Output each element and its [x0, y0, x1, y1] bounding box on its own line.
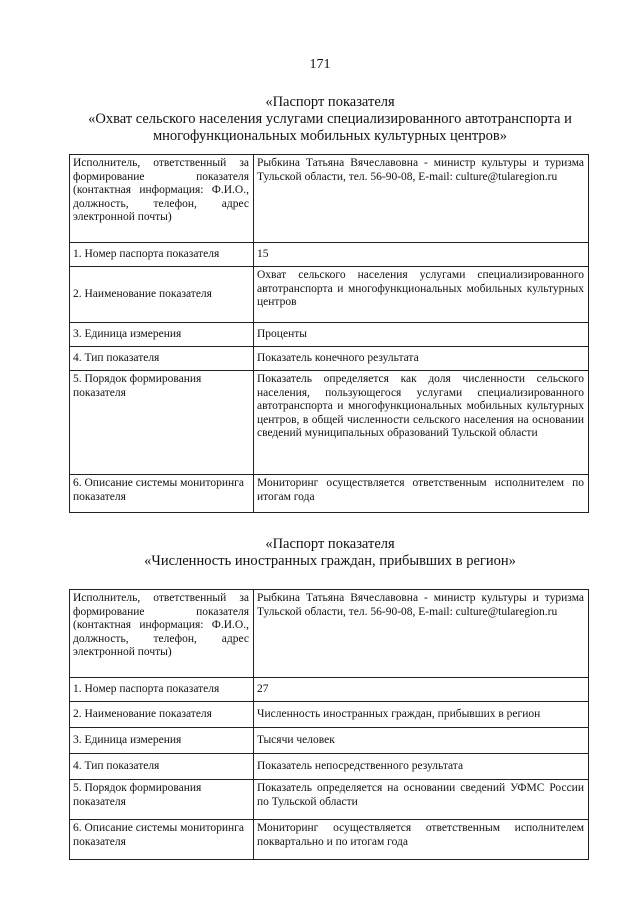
row-value: Показатель определяется как доля численности сельского населения, пользующегося услугами специализированного автотранспорта и многофункциональных мобильных культурных центров, в общей численности сельского населения на основании сведений муниципальных образований Тульской области — [254, 371, 589, 475]
row-label: 5. Порядок формирования показателя — [70, 780, 254, 820]
row-label: Исполнитель, ответственный за формирование показателя (контактная информация: Ф.И.О., должность, телефон, адрес электронной почты) — [70, 155, 254, 243]
row-value: Рыбкина Татьяна Вячеславовна - министр культуры и туризма Тульской области, тел. 56-90-08, E-mail: culture@tularegion.ru — [254, 590, 589, 678]
row-value: Проценты — [254, 323, 589, 347]
passport-1-table — [69, 154, 589, 513]
row-value: Мониторинг осуществляется ответственным исполнителем по итогам года — [254, 475, 589, 513]
table-row — [70, 243, 589, 267]
table-row — [70, 728, 589, 754]
passport-1-title-line-3: многофункциональных мобильных культурных центров» — [152, 128, 508, 144]
row-value: Показатель непосредственного результата — [254, 754, 589, 780]
table-row — [70, 371, 589, 475]
page-number: 171 — [309, 57, 331, 72]
table-row — [70, 347, 589, 371]
row-label: 6. Описание системы мониторинга показателя — [70, 820, 254, 860]
row-value: Мониторинг осуществляется ответственным исполнителем поквартально и по итогам года — [254, 820, 589, 860]
row-label: 1. Номер паспорта показателя — [70, 243, 254, 267]
row-value: Охват сельского населения услугами специализированного автотранспорта и многофункциональных мобильных культурных центров — [254, 267, 589, 323]
table-row — [70, 702, 589, 728]
row-label: 3. Единица измерения — [70, 323, 254, 347]
passport-2-title-line-2: «Численность иностранных граждан, прибывших в регион» — [144, 553, 516, 569]
passport-2-heading — [60, 536, 600, 570]
table-row — [70, 323, 589, 347]
table-row — [70, 267, 589, 323]
passport-1-title-line-1: «Паспорт показателя — [265, 94, 395, 110]
row-label: 2. Наименование показателя — [70, 702, 254, 728]
row-value: 15 — [254, 243, 589, 267]
row-label: 3. Единица измерения — [70, 728, 254, 754]
table-row — [70, 754, 589, 780]
row-value: 27 — [254, 678, 589, 702]
row-label: 4. Тип показателя — [70, 754, 254, 780]
row-label: 5. Порядок формирования показателя — [70, 371, 254, 475]
passport-2-title-line-1: «Паспорт показателя — [265, 536, 395, 552]
row-value: Показатель определяется на основании сведений УФМС России по Тульской области — [254, 780, 589, 820]
row-label: Исполнитель, ответственный за формирование показателя (контактная информация: Ф.И.О., должность, телефон, адрес электронной почты) — [70, 590, 254, 678]
passport-1-heading — [60, 94, 600, 145]
table-row — [70, 678, 589, 702]
row-value: Рыбкина Татьяна Вячеславовна - министр культуры и туризма Тульской области, тел. 56-90-08, E-mail: culture@tularegion.ru — [254, 155, 589, 243]
table-row — [70, 155, 589, 243]
table-row — [70, 780, 589, 820]
table-row — [70, 475, 589, 513]
row-value: Численность иностранных граждан, прибывших в регион — [254, 702, 589, 728]
row-value: Тысячи человек — [254, 728, 589, 754]
row-label: 1. Номер паспорта показателя — [70, 678, 254, 702]
row-label: 2. Наименование показателя — [70, 267, 254, 323]
row-label: 6. Описание системы мониторинга показателя — [70, 475, 254, 513]
passport-2-table — [69, 589, 589, 860]
table-row — [70, 590, 589, 678]
table-row — [70, 820, 589, 860]
row-value: Показатель конечного результата — [254, 347, 589, 371]
passport-1-title-line-2: «Охват сельского населения услугами специализированного автотранспорта и — [88, 111, 572, 127]
row-label: 4. Тип показателя — [70, 347, 254, 371]
